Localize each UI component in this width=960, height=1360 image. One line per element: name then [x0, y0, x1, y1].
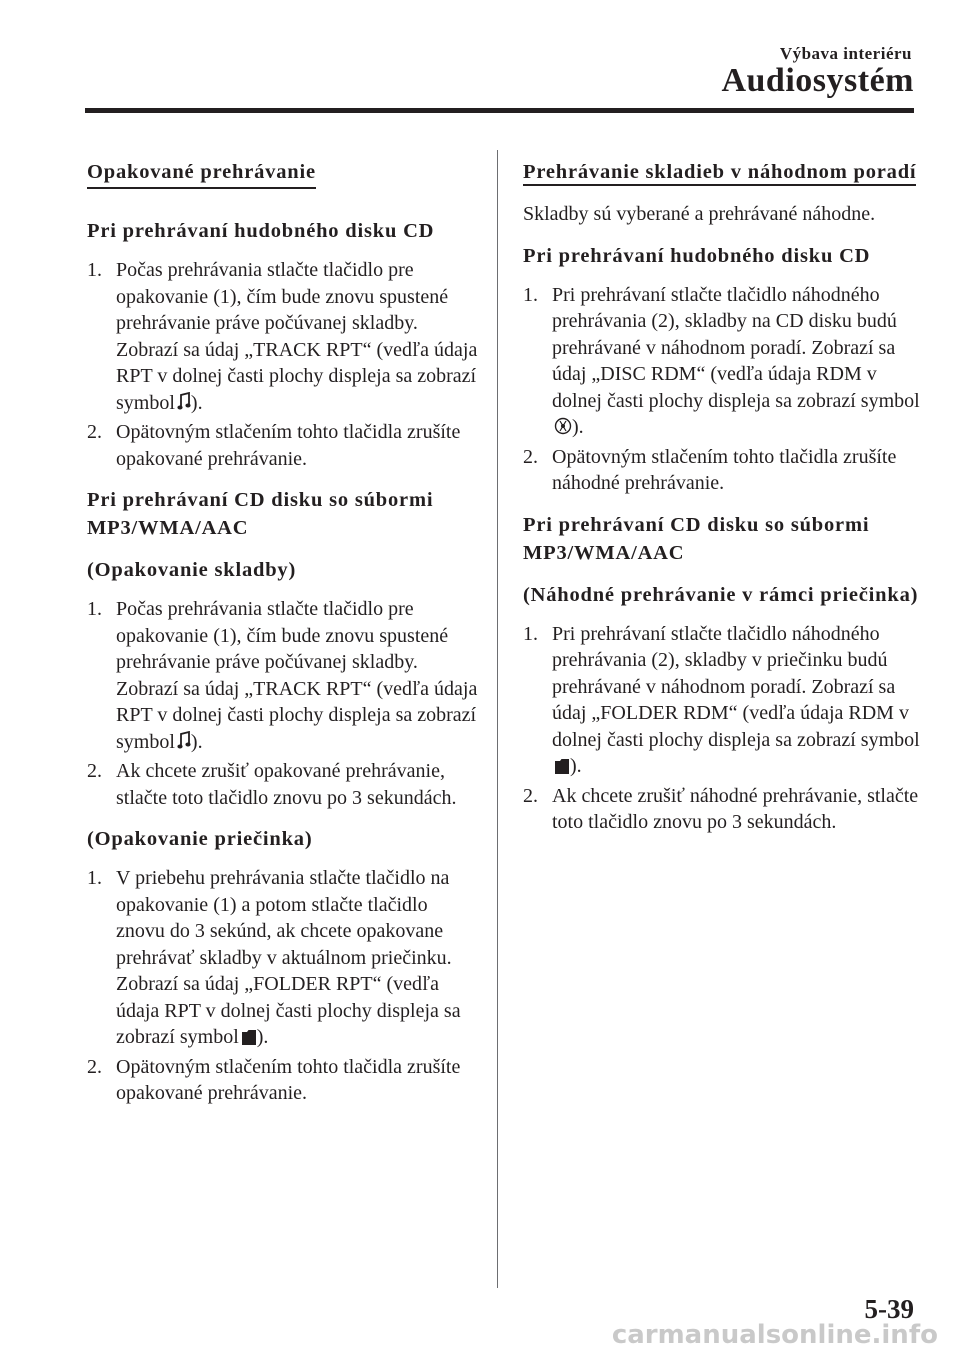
subheading-mp3: Pri prehrávaní CD disku so súbormi MP3/WMA/AAC — [523, 513, 870, 564]
step-text: Pri prehrávaní stlačte tlačidlo náhodného prehrávania (2), skladby na CD disku budú prehrávané v náhodnom poradí. Zobrazí sa údaj „DISC RDM“ (vedľa údaja RDM v dolnej časti plochy displeja sa zobrazí symbol — [552, 283, 920, 412]
step-text: Opätovným stlačením tohto tlačidla zrušíte opakované prehrávanie. — [116, 421, 461, 470]
watermark: carmanualsonline.info — [611, 1320, 938, 1350]
section-title-text: Prehrávanie skladieb v náhodnom poradí — [523, 161, 916, 186]
intro-text: Skladby sú vyberané a prehrávané náhodne. — [523, 203, 876, 225]
subheading-cd: Pri prehrávaní hudobného disku CD — [87, 220, 435, 242]
steps-cd-repeat — [87, 257, 479, 472]
step-number: 1. — [87, 598, 102, 620]
subheading-folder-repeat: (Opakovanie priečinka) — [87, 828, 313, 850]
step-number: 1. — [523, 622, 538, 645]
subheading-mp3: Pri prehrávaní CD disku so súbormi MP3/WMA/AAC — [87, 489, 434, 539]
list-item — [523, 444, 923, 497]
page-number: 5-39 — [864, 1294, 914, 1324]
repeat-note-icon — [177, 731, 191, 759]
step-text: Počas prehrávania stlačte tlačidlo pre opakovanie (1), čím bude znovu spustené prehrávanie práve počúvanej skladby. Zobrazí sa údaj „TRACK RPT“ (vedľa údaja RPT v dolnej časti plochy displeja sa zobrazí symbol — [116, 259, 478, 414]
list-item — [523, 783, 923, 836]
step-text: Počas prehrávania stlačte tlačidlo pre opakovanie (1), čím bude znovu spustené prehrávanie práve počúvanej skladby. Zobrazí sa údaj „TRACK RPT“ (vedľa údaja RPT v dolnej časti plochy displeja sa zobrazí symbol — [116, 598, 478, 753]
subheading-cd: Pri prehrávaní hudobného disku CD — [523, 244, 871, 267]
disc-random-icon — [554, 416, 572, 444]
section-title-repeat: Opakované prehrávanie — [87, 158, 316, 189]
steps-cd-random — [523, 282, 923, 497]
steps-folder-repeat — [87, 865, 479, 1107]
header-subtitle: Výbava interiéru — [779, 44, 912, 63]
header-title: Audiosystém — [721, 62, 914, 99]
section-title-random — [523, 158, 923, 187]
step-number: 1. — [87, 867, 102, 889]
column-divider — [497, 150, 498, 1288]
step-text-tail: ). — [190, 391, 203, 414]
list-item — [87, 257, 479, 419]
repeat-note-icon — [177, 392, 191, 420]
step-text-tail: ). — [256, 1026, 269, 1048]
step-number: 2. — [87, 1055, 102, 1078]
list-item — [87, 758, 479, 811]
step-number: 2. — [523, 445, 538, 468]
steps-folder-random — [523, 621, 923, 836]
list-item — [523, 282, 923, 444]
step-number: 2. — [87, 760, 102, 782]
step-number: 2. — [523, 784, 538, 807]
list-item — [87, 419, 479, 472]
step-text-tail: ). — [572, 416, 584, 438]
step-text: Opätovným stlačením tohto tlačidla zrušíte náhodné prehrávanie. — [552, 445, 897, 494]
step-text-tail: ). — [190, 730, 203, 753]
step-number: 1. — [87, 259, 102, 281]
step-text: Opätovným stlačením tohto tlačidla zrušíte opakované prehrávanie. — [116, 1055, 461, 1104]
step-text-tail: ). — [570, 755, 582, 777]
subheading-folder-random: (Náhodné prehrávanie v rámci priečinka) — [523, 583, 919, 606]
folder-icon — [241, 1027, 257, 1054]
step-number: 2. — [87, 421, 102, 443]
step-number: 1. — [523, 283, 538, 306]
left-column — [87, 158, 479, 1107]
list-item — [87, 596, 479, 758]
right-column — [523, 158, 923, 836]
step-text: Pri prehrávaní stlačte tlačidlo náhodného prehrávania (2), skladby v priečinku budú prehrávané v náhodnom poradí. Zobrazí sa údaj „FOLDER RDM“ (vedľa údaja RDM v dolnej časti plochy displeja sa zobrazí symbol — [552, 622, 920, 751]
step-text: Ak chcete zrušiť opakované prehrávanie, stlačte toto tlačidlo znovu po 3 sekundách. — [116, 760, 457, 809]
list-item — [87, 865, 479, 1054]
steps-track-repeat — [87, 596, 479, 811]
list-item — [87, 1054, 479, 1107]
step-text: Ak chcete zrušiť náhodné prehrávanie, stlačte toto tlačidlo znovu po 3 sekundách. — [552, 784, 919, 833]
step-text: V priebehu prehrávania stlačte tlačidlo na opakovanie (1) a potom stlačte tlačidlo znovu do 3 sekúnd, ak chcete opakovane prehrávať skladby v aktuálnom priečinku. Zobrazí sa údaj „FOLDER RPT“ (vedľa údaja RPT v dolnej časti plochy displeja sa zobrazí symbol — [116, 867, 461, 1048]
header-rule — [85, 108, 914, 113]
list-item — [523, 621, 923, 783]
folder-icon — [554, 756, 570, 783]
subheading-track-repeat: (Opakovanie skladby) — [87, 559, 297, 581]
